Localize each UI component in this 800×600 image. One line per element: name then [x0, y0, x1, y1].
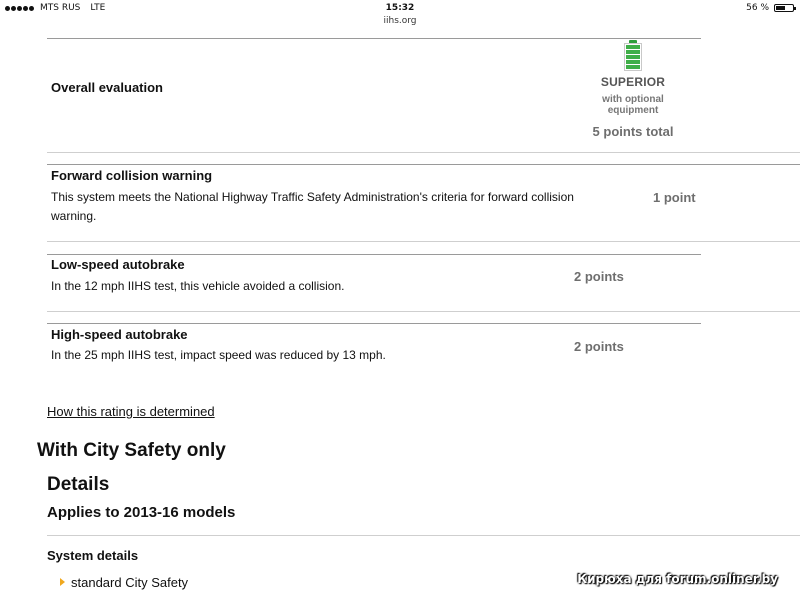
divider: [47, 311, 800, 312]
network-type: LTE: [90, 3, 106, 13]
divider: [47, 241, 800, 242]
item-description-low-speed-autobrake: In the 12 mph IIHS test, this vehicle avoided a collision.: [51, 279, 345, 293]
details-heading: Details: [47, 474, 110, 495]
item-points-high-speed-autobrake: 2 points: [574, 339, 624, 354]
points-total: 5 points total: [592, 124, 674, 139]
divider: [47, 254, 701, 255]
section-title: With City Safety only: [37, 440, 226, 461]
battery-icon: [774, 4, 794, 12]
status-right: [746, 3, 794, 13]
battery-percent: 56 %: [746, 3, 769, 13]
overall-evaluation-label: Overall evaluation: [51, 80, 163, 95]
divider: [47, 535, 800, 536]
address-bar-url[interactable]: iihs.org: [383, 16, 417, 26]
status-bar: [0, 0, 800, 30]
divider: [47, 323, 701, 324]
rating-meter-icon: [624, 40, 642, 71]
rating-note: [560, 94, 706, 116]
item-title-forward-collision-warning: Forward collision warning: [51, 168, 213, 183]
item-description-high-speed-autobrake: In the 25 mph IIHS test, impact speed was reduced by 13 mph.: [51, 348, 386, 362]
rating-badge: [560, 40, 706, 139]
item-points-forward-collision-warning: 1 point: [653, 190, 696, 205]
item-description-forward-collision-warning: This system meets the National Highway Traffic Safety Administration's criteria for forward collision warning.: [51, 190, 574, 223]
rating-note-line2: equipment: [607, 105, 659, 116]
how-rating-determined-link[interactable]: How this rating is determined: [47, 404, 215, 419]
divider: [47, 152, 800, 153]
item-points-low-speed-autobrake: 2 points: [574, 269, 624, 284]
item-title-low-speed-autobrake: Low-speed autobrake: [51, 257, 185, 272]
item-title-high-speed-autobrake: High-speed autobrake: [51, 327, 188, 342]
system-details-heading: System details: [47, 548, 139, 563]
status-time: 15:32: [385, 3, 415, 13]
bullet-arrow-icon: [60, 578, 65, 586]
battery-level-fill: [776, 6, 785, 10]
list-item: standard City Safety: [71, 575, 189, 590]
applies-to-heading: Applies to 2013-16 models: [47, 504, 236, 521]
divider: [47, 38, 701, 39]
divider: [47, 164, 800, 165]
rating-label: SUPERIOR: [600, 75, 666, 89]
watermark: Кирюха для forum.onliner.by: [577, 572, 778, 586]
carrier-name: MTS RUS: [40, 3, 81, 13]
rating-note-line1: with optional: [602, 94, 664, 105]
